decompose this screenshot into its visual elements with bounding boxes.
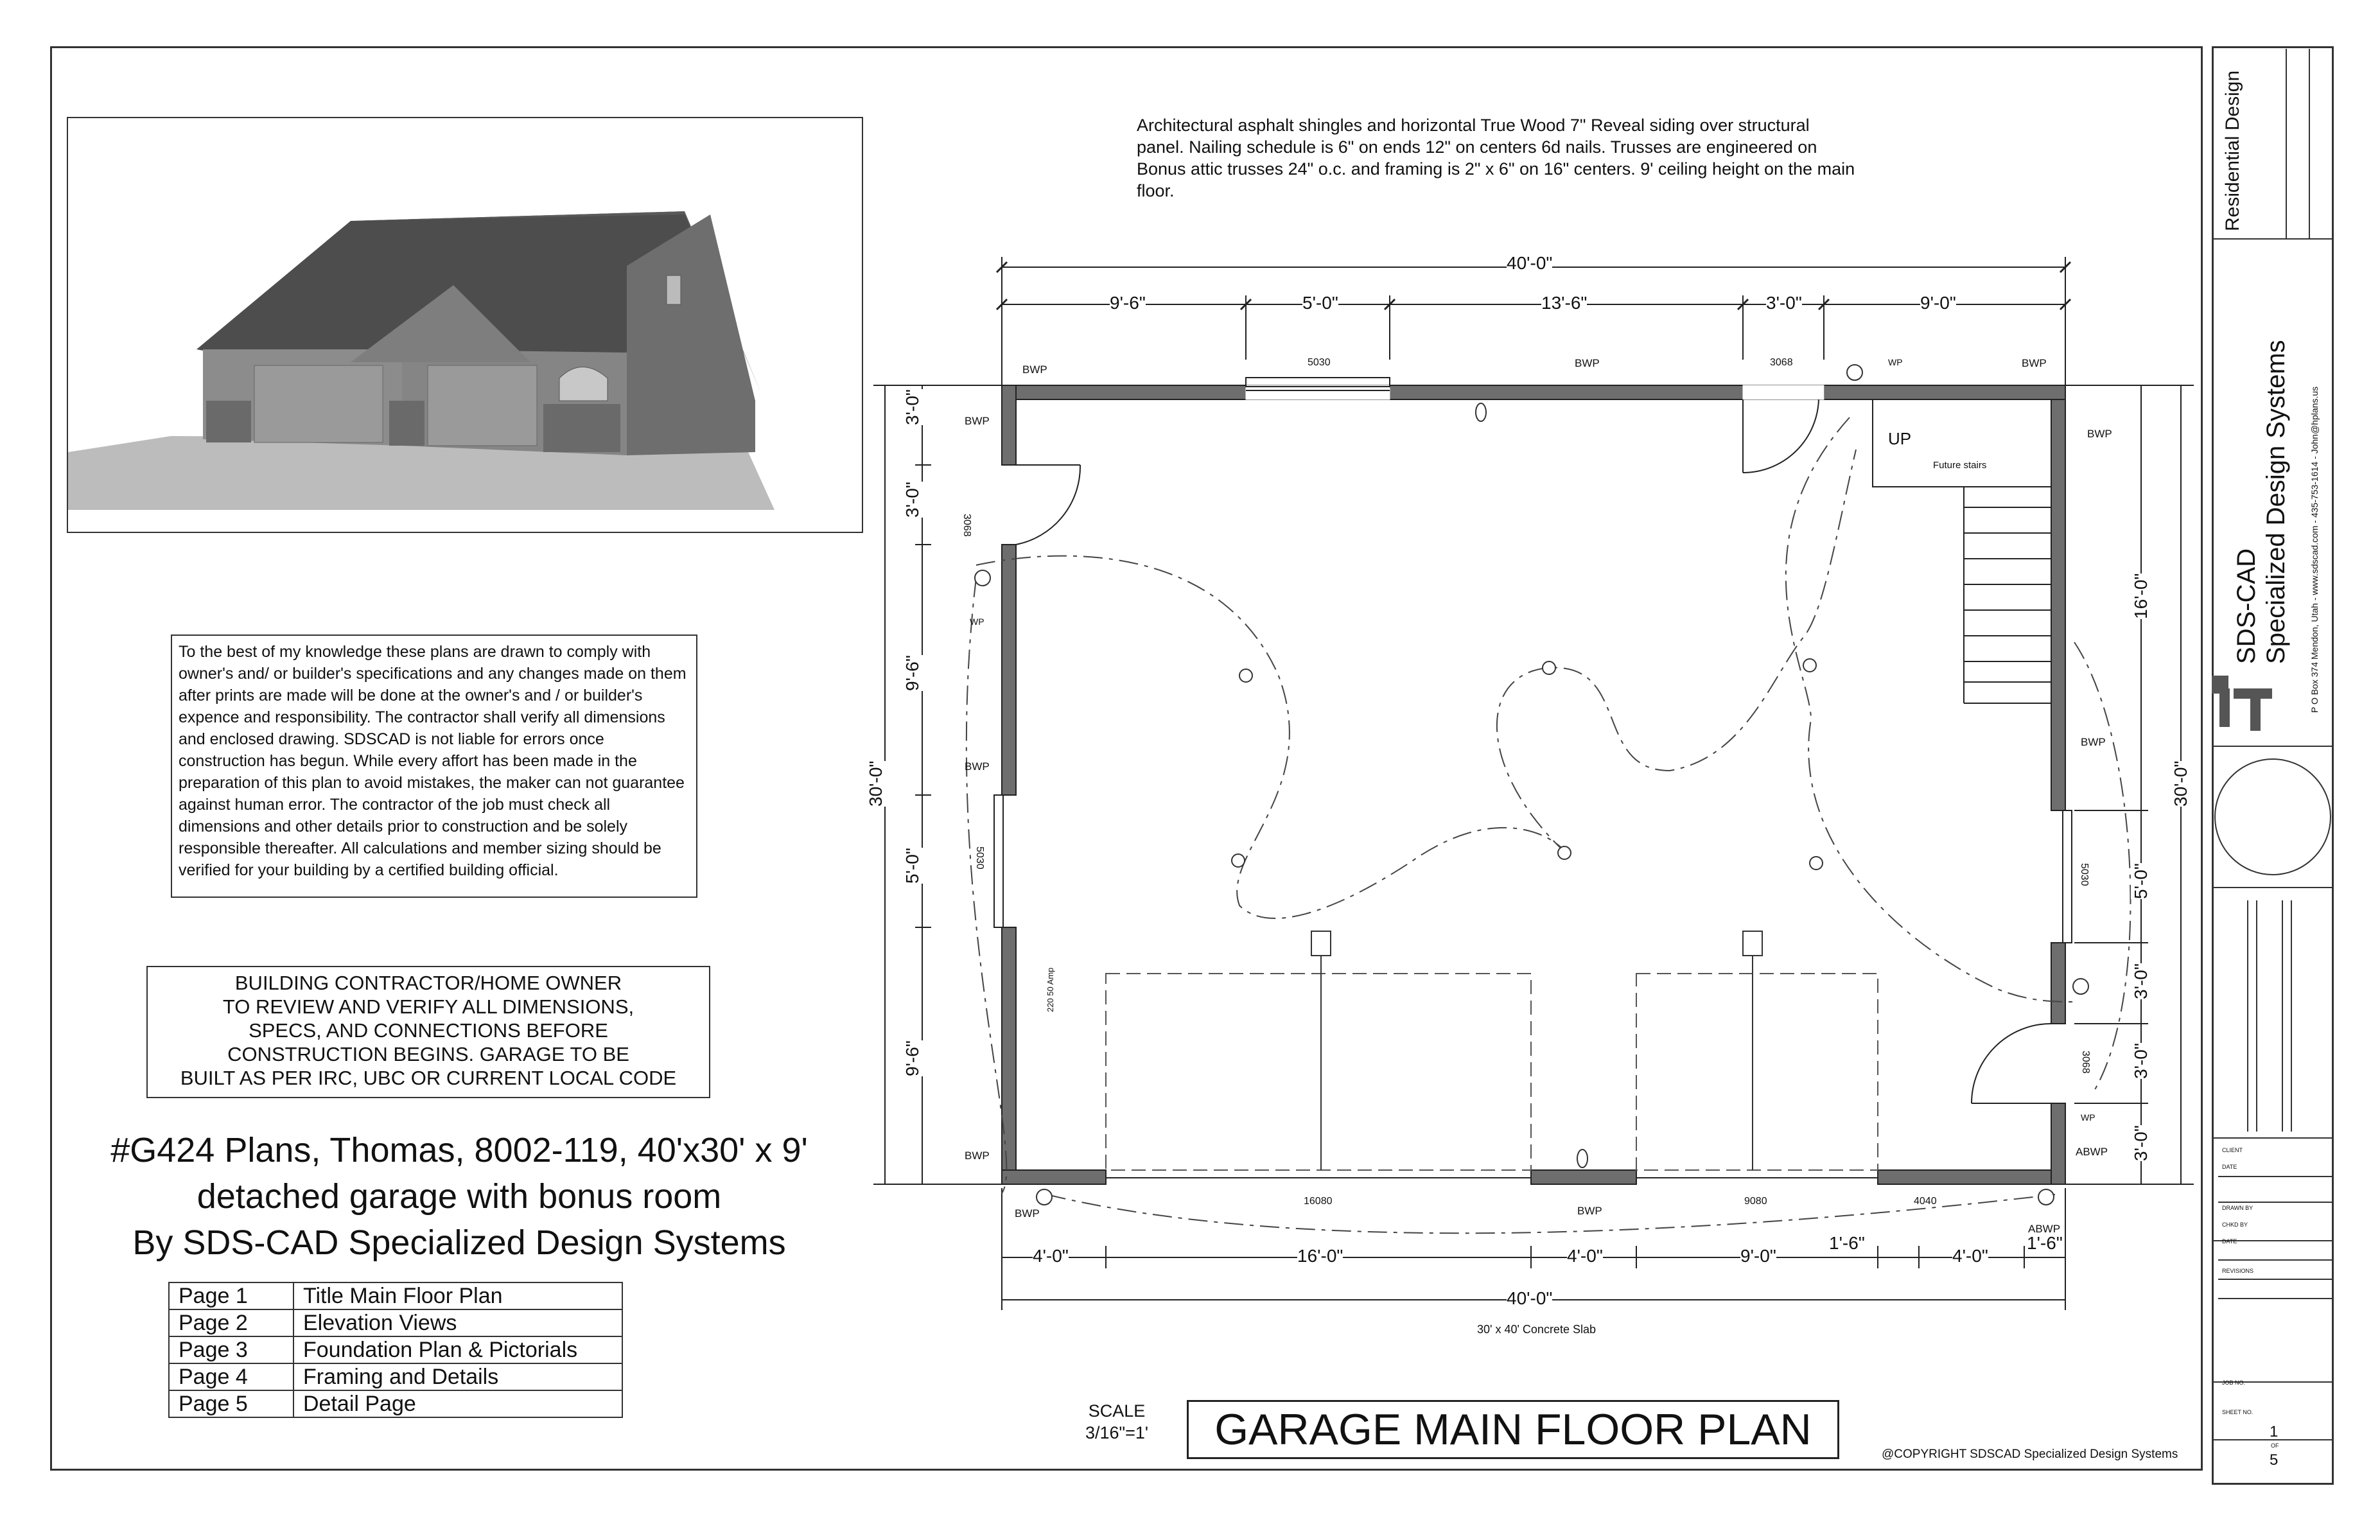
- door-tag: 3068: [961, 514, 972, 537]
- bwp-label: BWP: [965, 760, 990, 773]
- page-number: Page 5: [169, 1390, 293, 1417]
- field-chkd-by: CHKD BY: [2222, 1221, 2248, 1228]
- door-tag: 4040: [1914, 1196, 1937, 1207]
- field-client: CLIENT: [2222, 1147, 2243, 1153]
- page-description: Elevation Views: [293, 1309, 622, 1336]
- bwp-label: BWP: [2022, 357, 2047, 369]
- bwp-label: BWP: [1022, 363, 1047, 376]
- sheet-of: OF: [2271, 1442, 2279, 1449]
- dim-bottom: 1'-6": [1829, 1233, 1865, 1253]
- sheet-total: 5: [2270, 1451, 2279, 1469]
- window-tag: 5030: [2079, 863, 2090, 886]
- dim-top: 5'-0": [1302, 293, 1338, 313]
- page-description: Foundation Plan & Pictorials: [293, 1336, 622, 1363]
- dim-bottom: 9'-0": [1740, 1246, 1776, 1266]
- future-stairs-label: Future stairs: [1933, 460, 1987, 471]
- dim-left: 3'-0": [902, 389, 922, 425]
- dim-right: 16'-0": [2131, 573, 2151, 619]
- copyright-note: @COPYRIGHT SDSCAD Specialized Design Systems: [1882, 1448, 2178, 1461]
- page-description: Framing and Details: [293, 1363, 622, 1390]
- warning-line: BUILDING CONTRACTOR/HOME OWNER: [234, 972, 622, 994]
- dim-overall-bottom: 40'-0": [1507, 1288, 1553, 1308]
- page-number: Page 4: [169, 1363, 293, 1390]
- dim-right: 3'-0": [2131, 1043, 2151, 1079]
- plan-title: GARAGE MAIN FLOOR PLAN: [1187, 1400, 1839, 1459]
- dim-bottom: 1'-6": [2027, 1233, 2063, 1253]
- warning-line: CONSTRUCTION BEGINS. GARAGE TO BE: [227, 1043, 629, 1065]
- bwp-label: BWP: [965, 1150, 990, 1162]
- dim-top: 3'-0": [1766, 293, 1802, 313]
- dim-left: 5'-0": [902, 848, 922, 884]
- dim-bottom: 4'-0": [1033, 1246, 1069, 1266]
- window-tag: 5030: [1308, 357, 1331, 368]
- bwp-label: BWP: [2087, 428, 2112, 440]
- scale-value: 3/16"=1': [1085, 1423, 1149, 1442]
- sheet-number: 1: [2270, 1423, 2279, 1440]
- company-name: SDS-CAD: [2232, 548, 2261, 664]
- page-number: Page 1: [169, 1282, 293, 1309]
- company-address: P O Box 374 Mendon, Utah - www.sdscad.com - 435-753-1614 - John@hplans.us: [2309, 386, 2320, 713]
- field-date: DATE: [2222, 1164, 2237, 1170]
- dim-left-overall: 30'-0": [866, 760, 886, 807]
- warning-line: TO REVIEW AND VERIFY ALL DIMENSIONS,: [222, 995, 634, 1018]
- bwp-label: BWP: [1575, 357, 1600, 369]
- dim-left: 3'-0": [902, 482, 922, 518]
- panel-label: 220 50 Amp: [1046, 967, 1055, 1012]
- dim-right: 3'-0": [2131, 1125, 2151, 1161]
- dim-left: 9'-6": [902, 1040, 922, 1076]
- bwp-label: BWP: [1577, 1205, 1602, 1217]
- dim-bottom: 4'-0": [1952, 1246, 1988, 1266]
- dim-top: 13'-6": [1541, 293, 1588, 313]
- plan-description-line: detached garage with bonus room: [197, 1177, 722, 1216]
- dim-overall-top: 40'-0": [1507, 253, 1553, 273]
- wp-label: WP: [1888, 357, 1903, 367]
- field-sheet-no: SHEET NO.: [2222, 1409, 2253, 1415]
- construction-note: Architectural asphalt shingles and horizontal True Wood 7" Reveal siding over structural panel. Nailing schedule is 6" on ends 12" on centers 6d nails. Trusses are engineered on Bonus attic trusses 24" o.c. and framing is 2" x 6" on 16" centers. 9' ceiling height on the main floor.: [1137, 116, 1855, 200]
- scale-note: [1085, 1400, 1148, 1444]
- slab-label: 30' x 40' Concrete Slab: [1477, 1323, 1596, 1336]
- dim-top: 9'-6": [1110, 293, 1146, 313]
- disclaimer-box: To the best of my knowledge these plans are drawn to comply with owner's and/ or builder's specifications and any changes made on them after prints are made will be done at the owner's and / or builder's expence and responsibility. The contractor shall verify all dimensions and enclosed drawing. SDSCAD is not liable for errors once construction has begun. While every affort has been made in the preparation of this plan to avoid mistakes, the maker can not guarantee against human error. The contractor of the job must check all dimensions and other details prior to construction and be solely responsible thereafter. All calculations and member sizing should be verified for your building by a certified building official.: [171, 634, 697, 898]
- wp-label: WP: [2081, 1112, 2096, 1123]
- dim-bottom: 16'-0": [1297, 1246, 1343, 1266]
- dim-right-overall: 30'-0": [2171, 760, 2191, 807]
- page-description: Title Main Floor Plan: [293, 1282, 622, 1309]
- dim-bottom: 4'-0": [1567, 1246, 1603, 1266]
- field-job-no: JOB NO.: [2222, 1379, 2246, 1386]
- abwp-label: ABWP: [2028, 1223, 2061, 1235]
- warning-line: SPECS, AND CONNECTIONS BEFORE: [249, 1019, 608, 1042]
- plan-description-line: By SDS-CAD Specialized Design Systems: [132, 1223, 786, 1262]
- door-tag: 3068: [1770, 357, 1793, 368]
- page-description: Detail Page: [293, 1390, 622, 1417]
- page-number: Page 3: [169, 1336, 293, 1363]
- window-tag: 5030: [974, 846, 985, 870]
- dim-top: 9'-0": [1920, 293, 1956, 313]
- bwp-label: BWP: [965, 415, 990, 427]
- dim-left: 9'-6": [902, 655, 922, 691]
- field-date-2: DATE: [2222, 1238, 2237, 1245]
- wp-label: WP: [970, 617, 984, 627]
- field-revisions: REVISIONS: [2222, 1268, 2254, 1274]
- warning-line: BUILT AS PER IRC, UBC OR CURRENT LOCAL CODE: [180, 1067, 677, 1089]
- bwp-label: BWP: [1015, 1207, 1040, 1220]
- stair-up-label: UP: [1888, 429, 1912, 448]
- residential-design-label: Residential Design: [2222, 70, 2243, 231]
- garage-door-tag: 16080: [1304, 1196, 1333, 1207]
- company-tagline: Specialized Design Systems: [2262, 340, 2290, 664]
- door-tag: 3068: [2080, 1051, 2091, 1074]
- bwp-label: BWP: [2081, 736, 2106, 748]
- plan-description-line: #G424 Plans, Thomas, 8002-119, 40'x30' x 9': [110, 1131, 808, 1169]
- page-number: Page 2: [169, 1309, 293, 1336]
- dim-right: 5'-0": [2131, 863, 2151, 899]
- garage-door-tag: 9080: [1744, 1196, 1767, 1207]
- abwp-label: ABWP: [2076, 1146, 2108, 1158]
- scale-label: SCALE: [1088, 1401, 1146, 1421]
- field-drawn-by: DRAWN BY: [2222, 1205, 2253, 1211]
- dim-right: 3'-0": [2131, 963, 2151, 999]
